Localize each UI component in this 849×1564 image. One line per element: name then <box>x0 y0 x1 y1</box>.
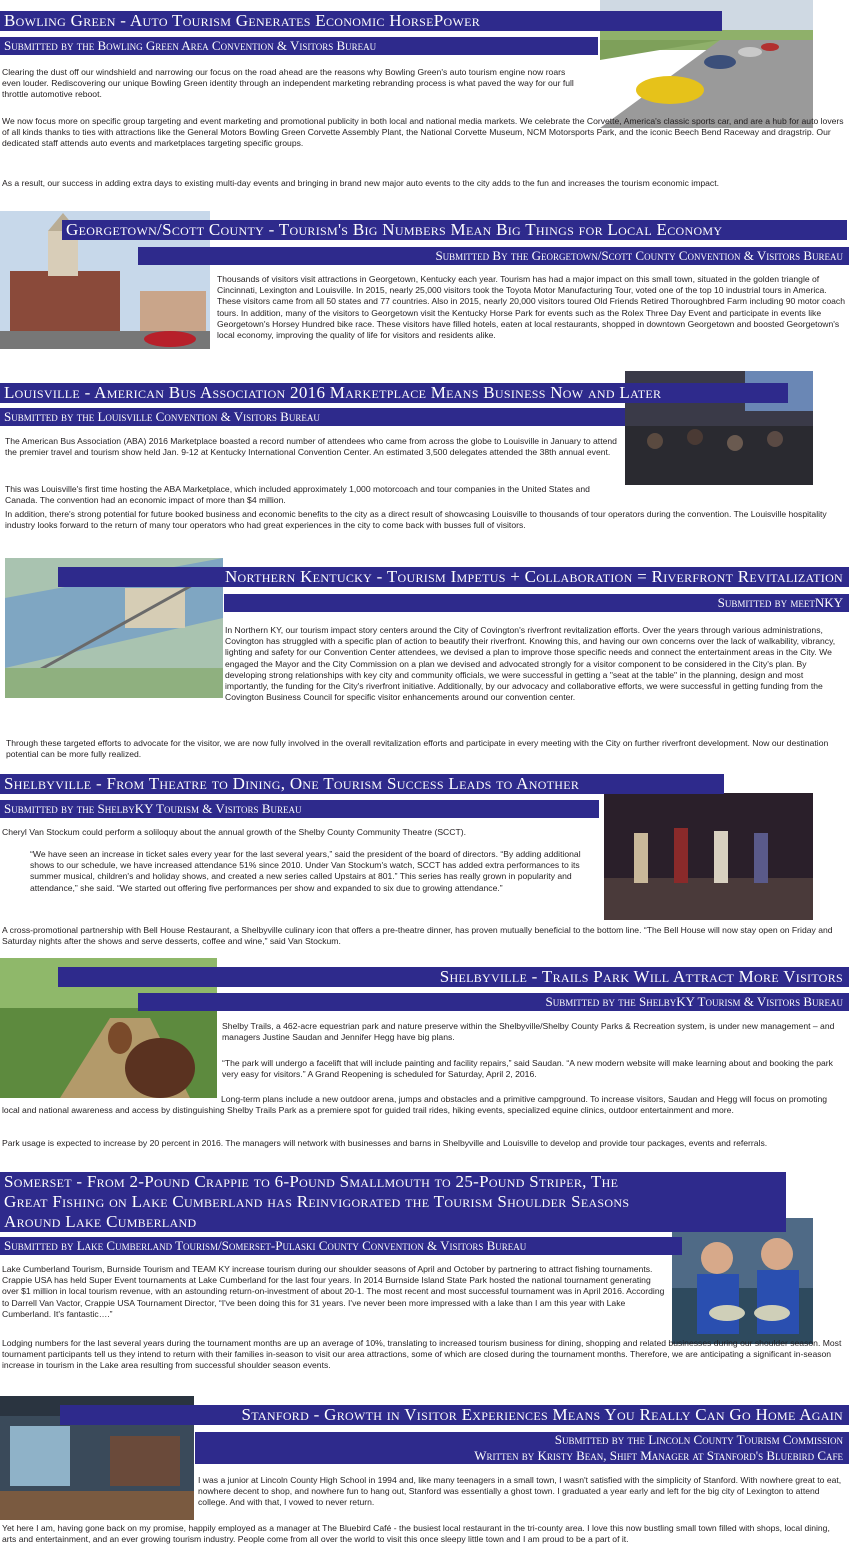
nky-float-spacer <box>6 625 225 695</box>
article-submitted: Submitted by the ShelbyKY Tourism & Visitors Bureau <box>0 800 599 818</box>
article-title: Northern Kentucky - Tourism Impetus + Collaboration = Riverfront Revitalization <box>58 567 849 587</box>
article-paragraph: Lake Cumberland Tourism, Burnside Tourism and TEAM KY increase tourism during our shoulder seasons of April and October by partnering to attract fishing tournaments. Crappie USA has held Super Event tournaments at Lake Cumberland for the last four years. In 2014 Burnside Island State Park hosted the national tournament generating over $1 million in local tourism revenue, with an astounding return-on-investment of about 20-1. The most recent and most successful tournament was in April 2016. According to Darrell Van Vactor, Crappie USA Tournament Director, “I've been doing this for 31 years. I've never been more impressed with a lake than I am this year with Lake Cumberland. It's fantastic….” <box>2 1264 665 1319</box>
article-paragraph: Shelby Trails, a 462-acre equestrian park and nature preserve within the Shelbyville/Shelby County Parks & Recreation system, is under new management – and managers Justine Saudan and Jennifer Hegg have big plans. <box>222 1021 835 1043</box>
article-paragraph: We now focus more on specific group targeting and event marketing and promotional publicity in both local and national media markets. We celebrate the Corvette, America's classic sports car, and are a hub for auto lovers of all kinds thanks to ties with attractions like the General Motors Bowling Green Corvette Assembly Plant, the National Corvette Museum, NCM Motorsports Park, and the iconic Beech Bend Raceway and dragstrip. Our dedicated staff attends auto events and marketplaces targeting specific groups. <box>2 116 844 149</box>
trails-float-spacer <box>2 1094 221 1104</box>
article-submitted: Submitted by the Bowling Green Area Convention & Visitors Bureau <box>0 37 598 55</box>
article-quote: “We have seen an increase in ticket sales every year for the last several years,” said the president of the board of directors. “By adding additional shows to our schedule, we have increased attendance 51% since 2010. Under Van Stockum's watch, SCCT has added extra performances to its summer musical, children's and holiday shows, and created a new series called Upstairs at 801.” This series has really grown in popularity and attendance,” she said. “We started out offering five performances per show and expanded to six due to growing attendance.” <box>30 849 581 893</box>
article-title-line: Somerset - From 2-Pound Crappie to 6-Pound Smallmouth to 25-Pound Striper, The <box>4 1172 619 1191</box>
article-paragraph-text: In Northern KY, our tourism impact story centers around the City of Covington's riverfront revitalization efforts. Over the years through various administrations, Covington has struggled with a specific plan of action to beautify their riverfront. Knowing this, and having our own concerns over the lack of walkability, vibrancy, lighting and safety for our Convention Center attendees, we devised a plan to improve those specific needs and connect the entertainment areas in the City. We engaged the Mayor and the City Commission on a plan we devised and advocated strongly for a visitor component to be considered in the City's plan. By developing strong relationships with key city and community officials, we were successful in getting a "seat at the table" in the planning, design and most importantly, the funding for the City's riverfront initiative. Additionally, by our advocacy and collaborative efforts, we were successful in getting funding from the Covington Business Council for specific visitor enhancements around our convention center. <box>225 625 836 703</box>
article-paragraph-text: Long-term plans include a new outdoor arena, jumps and obstacles and a primitive campground. To increase visitors, Saudan and Hegg will focus on promoting local and national awareness and access by distinguishing Shelby Trails Park as a premiere spot for guided trail rides, hiking events, specialized equine clinics, outdoor entertainment and more. <box>2 1094 828 1116</box>
article-submitted: Submitted by the Louisville Convention & Visitors Bureau <box>0 408 625 426</box>
article-submitted: Submitted By the Georgetown/Scott County Convention & Visitors Bureau <box>138 247 849 265</box>
article-paragraph: Yet here I am, having gone back on my promise, happily employed as a manager at The Bluebird Café - the busiest local restaurant in the tri-county area. I love this now bustling small town filled with shops, local dining, arts and entertainment, and an ever growing tourism industry. People come from all over the world to visit this once sleepy little town and I am proud to be a part of it. <box>2 1523 830 1545</box>
article-paragraph: Through these targeted efforts to advocate for the visitor, we are now fully involved in the overall revitalization efforts and participate in every meeting with the City on further riverfront development. Now our destination potential can be more fully realized. <box>6 738 829 760</box>
article-paragraph: Clearing the dust off our windshield and narrowing our focus on the road ahead are the reasons why Bowling Green's auto tourism engine now roars even louder. Rediscovering our unique Bowling Green identity through an independent marketing rebranding process is what paved the way for our full throttle automotive reboot. <box>2 67 574 100</box>
article-title: Shelbyville - From Theatre to Dining, One Tourism Success Leads to Another <box>0 774 724 794</box>
article-submitted: Submitted by Lake Cumberland Tourism/Somerset-Pulaski County Convention & Visitors Bureau <box>0 1237 682 1255</box>
article-submitted: Submitted by the ShelbyKY Tourism & Visitors Bureau <box>138 993 849 1011</box>
article-submitted: Submitted by the Lincoln County Tourism Commission <box>195 1432 849 1448</box>
article-paragraph: In addition, there's strong potential for future booked business and economic benefits to the city as a direct result of showcasing Louisville to thousands of tour operators during the convention. The Louisville hospitality industry looks forward to the return of many tour operators who had great experiences in the city to come back with busses full of visitors. <box>5 509 827 531</box>
fishermen-crappie-photo <box>672 1218 813 1344</box>
article-paragraph: “The park will undergo a facelift that will include painting and facility repairs,” said Saudan. “A new modern website will make learning about and booking the park very easy for visitors.” A Grand Reopening is scheduled for Saturday, April 2, 2016. <box>222 1058 833 1080</box>
theatre-stage-photo <box>604 793 813 920</box>
article-title: Shelbyville - Trails Park Will Attract More Visitors <box>58 967 849 987</box>
article-paragraph: Cheryl Van Stockum could perform a soliloquy about the annual growth of the Shelby County Community Theatre (SCCT). <box>2 827 466 837</box>
article-title: Louisville - American Bus Association 2016 Marketplace Means Business Now and Later <box>0 383 788 403</box>
article-written-by: Written by Kristy Bean, Shift Manager at Stanford's Bluebird Cafe <box>195 1448 849 1464</box>
article-title: Stanford - Growth in Visitor Experiences Means You Really Can Go Home Again <box>60 1405 849 1425</box>
article-paragraph <box>6 625 843 703</box>
article-paragraph: The American Bus Association (ABA) 2016 Marketplace boasted a record number of attendees who came from across the globe to Louisville in January to attend the premier travel and tourism show held Jan. 9-12 at Kentucky International Convention Center. An estimated 3,500 delegates attended the 38th annual event. <box>5 436 617 458</box>
article-title: Georgetown/Scott County - Tourism's Big Numbers Mean Big Things for Local Economy <box>62 220 847 240</box>
article-paragraph: A cross-promotional partnership with Bell House Restaurant, a Shelbyville culinary icon that offers a pre-theatre dinner, has proven mutually beneficial to the bottom line. “The Bell House will now stay open on Friday and Saturday nights after the shows and serve desserts, coffee and wine,” said Van Stockum. <box>2 925 833 947</box>
article-paragraph: This was Louisville's first time hosting the ABA Marketplace, which included approximately 1,000 motorcoach and tour companies in the United States and Canada. The convention had an economic impact of more than $4 million. <box>5 484 590 506</box>
article-title-line: Around Lake Cumberland <box>4 1212 197 1231</box>
article-title <box>0 1172 786 1232</box>
article-paragraph <box>2 1094 845 1116</box>
article-paragraph: Thousands of visitors visit attractions in Georgetown, Kentucky each year. Tourism has had a major impact on this small town, situated in the golden triangle of Cincinnati, Lexington and Louisville. In 2015, nearly 25,000 visitors took the Toyota Motor Manufacturing Tour, voted one of the top 10 industrial tours in America. These visitors came from all 50 states and 77 countries. Also in 2015, nearly 20,000 visitors toured Old Friends Retired Thoroughbred Farm including 90 motor coach tours. In addition, many of the visitors to Georgetown visit the Kentucky Horse Park for events such as the Rolex Three Day Event and participate in events like Georgetown's Horsey Hundred bike race. These visitors have filled hotels, eaten at local restaurants, shopped in downtown Georgetown and boosted Georgetown's local economy, improving the quality of life for visitors and residents alike. <box>217 274 845 341</box>
article-paragraph: Park usage is expected to increase by 20 percent in 2016. The managers will network with businesses and barns in Shelbyville and Louisville to develop and provide tour packages, events and referrals. <box>2 1138 768 1148</box>
article-title-line: Great Fishing on Lake Cumberland has Reinvigorated the Tourism Shoulder Seasons <box>4 1192 630 1211</box>
article-paragraph: Lodging numbers for the last several years during the tournament months are up an average of 10%, translating to increased tourism business for dining, shopping and related businesses during our shoulder season. Most tournament participants tell us they intend to return with their families in-season to visit our area attractions, some of which are closed during the tournament months. Therefore, we are anticipating a significant in-season increase in tourism in the Lake area resulting from successful shoulder season events. <box>2 1338 842 1371</box>
article-paragraph: I was a junior at Lincoln County High School in 1994 and, like many teenagers in a small town, I wasn't satisfied with the simplicity of Stanford. With nowhere great to eat, nowhere decent to shop, and nowhere fun to hang out, Stanford was essentially a ghost town. I graduated a year early and left for the big city of Lexington to attend college. And with that, I vowed to never return. <box>198 1475 842 1508</box>
article-submitted: Submitted by meetNKY <box>224 594 849 612</box>
article-title: Bowling Green - Auto Tourism Generates Economic HorsePower <box>0 11 722 31</box>
article-paragraph: As a result, our success in adding extra days to existing multi-day events and bringing in brand new major auto events to the city adds to the fun and increases the tourism economic impact. <box>2 178 720 188</box>
